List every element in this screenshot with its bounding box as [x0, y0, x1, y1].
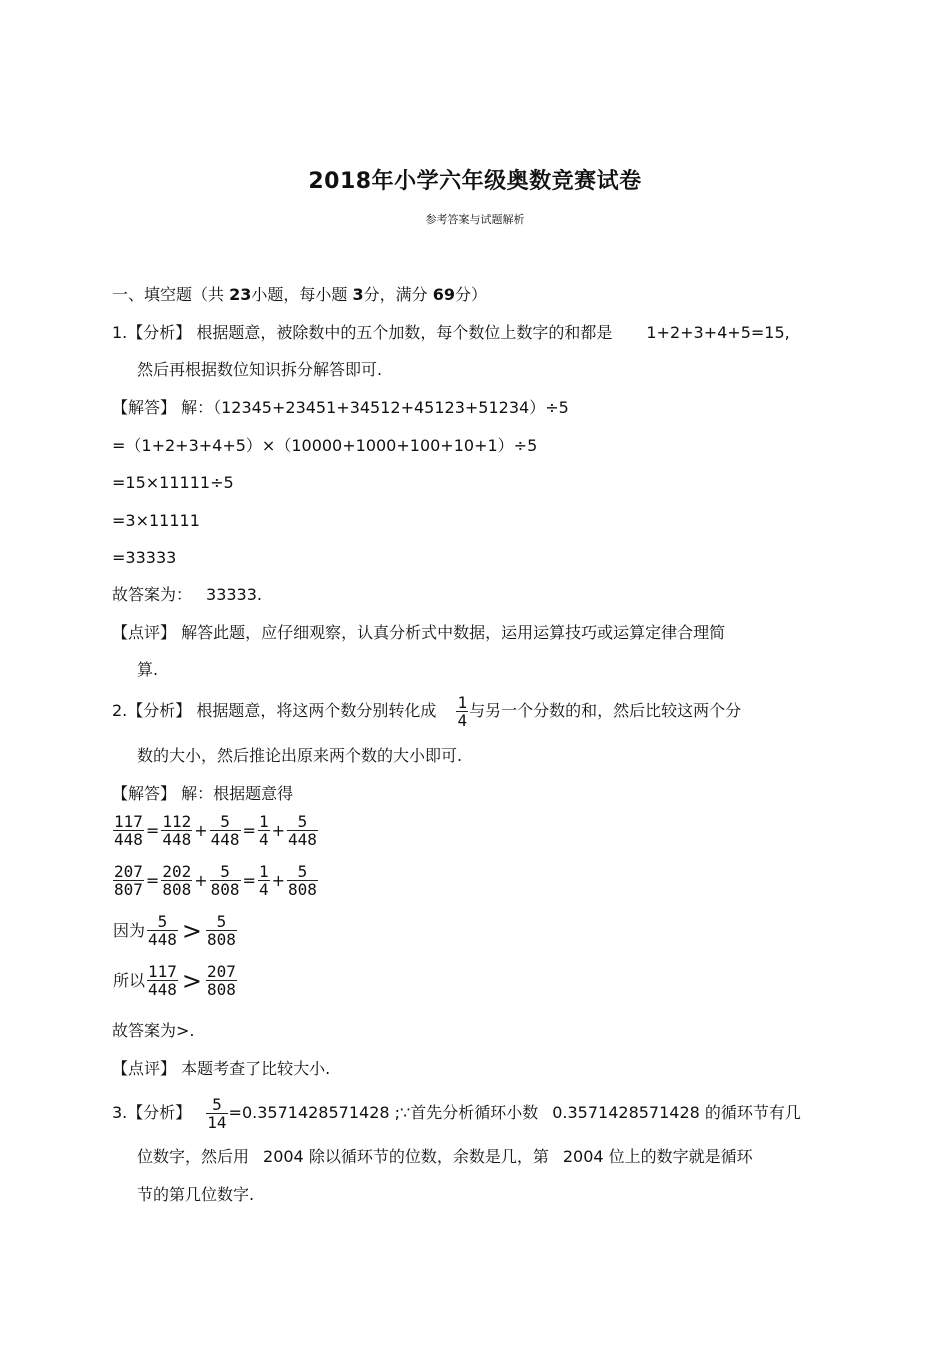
fraction: $\frac{207}{808}$ [207, 962, 236, 999]
fraction: $\frac{1}{4}$ [258, 862, 269, 899]
page-subtitle: 参考答案与试题解析 [425, 213, 525, 226]
question-count: 23 [229, 285, 252, 304]
q1-solution-line: 【解答】 解：（12345+23451+34512+45123+51234）÷5 [112, 398, 569, 417]
total-score: 69 [432, 285, 455, 304]
question-score: 3 [352, 285, 364, 304]
q1-analysis: 1.【分析】 根据题意，被除数中的五个加数，每个数位上数字的和都是 1+2+3+4+5=15, [112, 323, 790, 342]
fraction: $\frac{5}{448}$ [148, 912, 177, 949]
q3-analysis: 3.【分析】 $\frac{5}{14}$ =0.3571428571428 ;∵首先分析循环小数 0.3571428571428 的循环节有几 [112, 1095, 801, 1132]
q2-solution-label: 【解答】 解：根据题意得 [112, 784, 294, 803]
q1-answer: 故答案为： 33333. [112, 585, 262, 604]
q1-review-cont: 算. [137, 660, 159, 679]
q2-because: 因为 $\frac{5}{448}$ > $\frac{5}{808}$ [113, 912, 236, 949]
fraction: $\frac{207}{807}$ [114, 862, 143, 899]
fraction: $\frac{5}{808}$ [210, 862, 240, 899]
q1-solution-line: =33333 [112, 548, 177, 567]
page-title: 2018年小学六年级奥数竞赛试卷 [308, 169, 642, 194]
q2-answer: 故答案为>. [112, 1021, 195, 1040]
fraction: $\frac{5}{448}$ [287, 812, 317, 849]
fraction: $\frac{202}{808}$ [162, 862, 192, 899]
q2-analysis: 2.【分析】 根据题意，将这两个数分别转化成 $\frac{1}{4}$ 与另一个分数的和，然后比较这两个分 [112, 693, 742, 730]
fraction: $\frac{1}{4}$ [258, 812, 269, 849]
fraction: $\frac{117}{448}$ [148, 962, 177, 999]
q1-solution-line: =3×11111 [112, 511, 200, 530]
fraction: $\frac{5}{808}$ [287, 862, 317, 899]
section-heading: 一、填空题（共 23小题，每小题 3分，满分 69分） [112, 285, 488, 304]
fraction: $\frac{112}{448}$ [162, 812, 192, 849]
fraction: $\frac{5}{448}$ [210, 812, 240, 849]
q2-analysis-cont: 数的大小，然后推论出原来两个数的大小即可. [137, 746, 463, 765]
q1-review: 【点评】 解答此题，应仔细观察，认真分析式中数据，运用运算技巧或运算定律合理简 [112, 623, 726, 642]
q2-equation-1: $\frac{117}{448}$ = $\frac{112}{448}$ + $\frac{5}{448}$ = $\frac{1}{4}$ + $\frac{5}{448}$ [114, 812, 317, 849]
q2-therefore: 所以 $\frac{117}{448}$ > $\frac{207}{808}$ [113, 962, 236, 999]
q1-solution-line: =（1+2+3+4+5）×（10000+1000+100+10+1）÷5 [112, 436, 538, 455]
fraction: $\frac{5}{808}$ [207, 912, 236, 949]
q2-review: 【点评】 本题考查了比较大小. [112, 1059, 331, 1078]
q3-analysis-cont: 节的第几位数字. [137, 1185, 255, 1204]
fraction: $\frac{117}{448}$ [114, 812, 143, 849]
fraction: $\frac{1}{4}$ [457, 693, 468, 730]
q2-equation-2: $\frac{207}{807}$ = $\frac{202}{808}$ + $\frac{5}{808}$ = $\frac{1}{4}$ + $\frac{5}{808}$ [114, 862, 317, 899]
q1-solution-line: =15×11111÷5 [112, 473, 234, 492]
q3-analysis-cont: 位数字，然后用 2004 除以循环节的位数，余数是几，第 2004 位上的数字就是循环 [137, 1147, 753, 1166]
fraction: $\frac{5}{14}$ [207, 1095, 227, 1132]
q1-analysis-cont: 然后再根据数位知识拆分解答即可. [137, 360, 383, 379]
